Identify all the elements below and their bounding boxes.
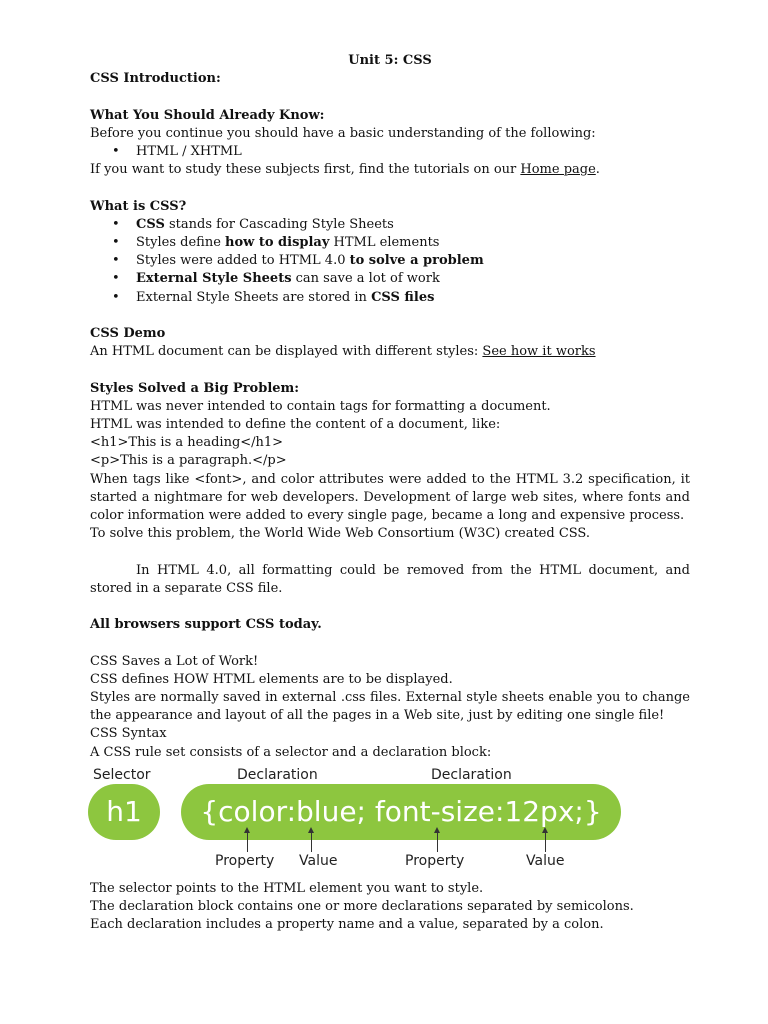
bullet-icon: • [112, 289, 120, 305]
end-line-3: Each declaration includes a property name and a value, separated by a colon. [90, 917, 604, 933]
saves-line-2: CSS defines HOW HTML elements are to be displayed. [90, 671, 453, 687]
syntax-line-1: A CSS rule set consists of a selector and a declaration block: [90, 744, 492, 760]
document-page [90, 52, 690, 934]
solved-line-2: HTML was intended to define the content of a document, like: [90, 417, 501, 432]
see-how-it-works-link[interactable]: See how it works [482, 344, 596, 360]
property-label-1: Property [215, 852, 275, 869]
list-item: • Styles were added to HTML 4.0 to solve a problem [90, 252, 690, 270]
what-heading: What is CSS? [90, 198, 187, 214]
code-h1-example: <h1>This is a heading</h1> [90, 435, 284, 451]
bullet-icon: • [112, 216, 120, 232]
end-line-2: The declaration block contains one or more declarations separated by semicolons. [90, 899, 634, 915]
arrow-up-icon [311, 832, 312, 852]
property-label-2: Property [405, 852, 465, 869]
value-label-2: Value [526, 852, 565, 869]
know-heading: What You Should Already Know: [90, 107, 325, 123]
value-label-1: Value [299, 852, 338, 869]
arrow-up-icon [437, 832, 438, 852]
arrow-up-icon [247, 832, 248, 852]
code-p-example: <p>This is a paragraph.</p> [90, 453, 287, 469]
browsers-support: All browsers support CSS today. [90, 617, 322, 633]
selector-label: Selector [93, 766, 151, 783]
css-syntax-figure [85, 766, 645, 876]
saves-paragraph: Styles are normally saved in external .css files. External style sheets enable you to change the appearance and layout of all the pages in a Web site, just by editing one single file! [90, 690, 690, 724]
know-text: Before you continue you should have a basic understanding of the following: [90, 125, 596, 141]
solved-line-1: HTML was never intended to contain tags for formatting a document. [90, 398, 551, 414]
list-item: • CSS stands for Cascading Style Sheets [90, 216, 690, 234]
end-line-1: The selector points to the HTML element you want to style. [90, 880, 484, 896]
declaration-label-2: Declaration [431, 766, 512, 783]
solved-heading: Styles Solved a Big Problem: [90, 380, 300, 396]
list-item: • HTML / XHTML [90, 143, 690, 161]
selector-pill [88, 784, 160, 840]
what-list [90, 216, 690, 307]
page-title: Unit 5: CSS [348, 53, 432, 68]
intro-heading: CSS Introduction: [90, 71, 221, 87]
arrow-up-icon [545, 832, 546, 852]
list-item: • External Style Sheets are stored in CSS files [90, 289, 690, 307]
bullet-icon: • [112, 144, 120, 159]
list-item: • External Style Sheets can save a lot of work [90, 270, 690, 288]
syntax-heading: CSS Syntax [90, 726, 167, 742]
solved-line-5: To solve this problem, the World Wide Web Consortium (W3C) created CSS. [90, 526, 591, 542]
solved-paragraph: When tags like <font>, and color attributes were added to the HTML 3.2 specification, it started a nightmare for web developers. Development of large web sites, where fonts and color information were added to every single page, became a long and expensive process. [90, 471, 690, 524]
html4-paragraph: In HTML 4.0, all formatting could be removed from the HTML document, and stored in a separate CSS file. [90, 562, 690, 596]
home-page-link[interactable]: Home page [520, 162, 596, 178]
study-line: If you want to study these subjects first, find the tutorials on our Home page. [90, 162, 600, 178]
demo-line: An HTML document can be displayed with different styles: See how it works [90, 344, 596, 360]
saves-line-1: CSS Saves a Lot of Work! [90, 653, 259, 669]
list-item: • Styles define how to display HTML elements [90, 234, 690, 252]
selector-code: h1 [106, 794, 142, 828]
declaration-label-1: Declaration [237, 766, 318, 783]
demo-heading: CSS Demo [90, 326, 166, 341]
bullet-icon: • [112, 235, 120, 250]
know-list [90, 143, 690, 161]
declaration-code: {color:blue; font-size:12px;} [200, 794, 602, 828]
bullet-icon: • [112, 271, 120, 287]
bullet-icon: • [112, 253, 120, 269]
